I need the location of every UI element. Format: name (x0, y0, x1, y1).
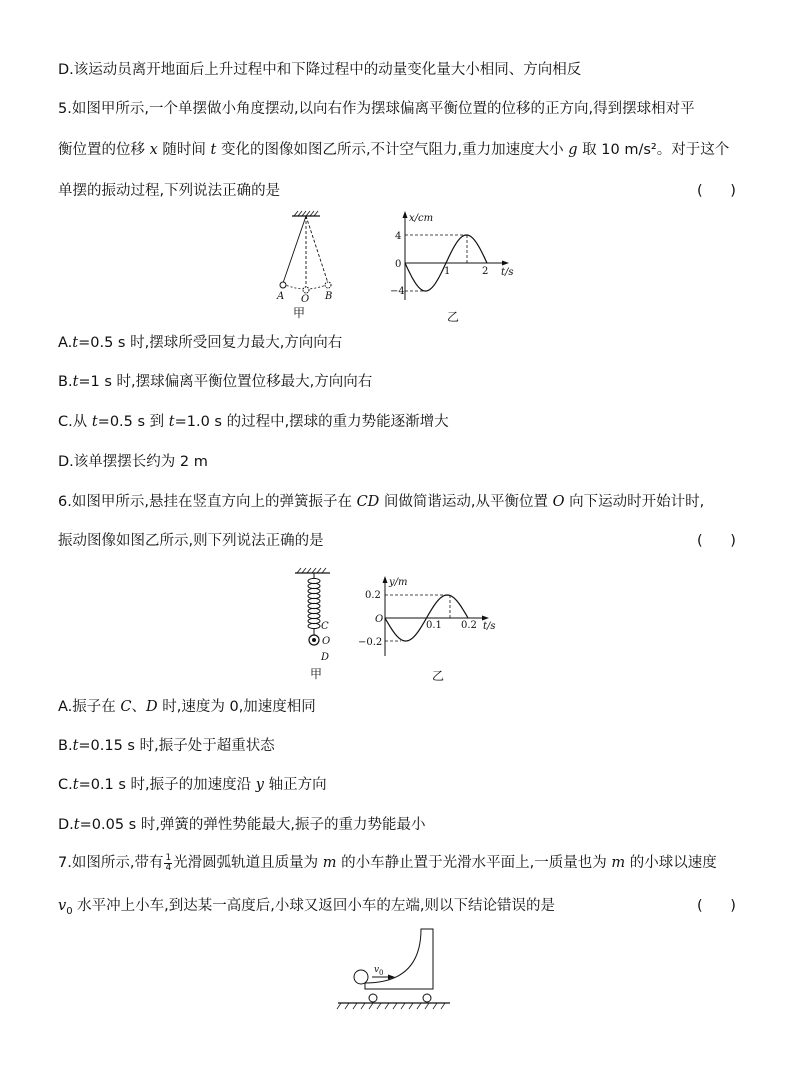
q6-stem-line1: 6.如图甲所示,悬挂在竖直方向上的弹簧振子在 CD 间做简谐运动,从平衡位置 O 向下运动时开始计时, (58, 494, 705, 510)
figure-caption-jia: 甲 (293, 306, 306, 320)
figure-caption-jia: 甲 (310, 667, 323, 681)
point-d-label: D (321, 652, 330, 663)
origin-label: 0 (395, 259, 402, 270)
q7-fraction: $\frac{1}{4}$ (165, 852, 172, 873)
q6-option-c: C.t=0.1 s 时,振子的加速度沿 y 轴正方向 (58, 777, 327, 793)
q7-stem-line2: $v_0$ 水平冲上小车,到达某一高度后,小球又返回小车的左端,则以下结论错误的是 (58, 898, 556, 917)
q5-option-b: B.t=1 s 时,摆球偏离平衡位置位移最大,方向向右 (58, 374, 373, 390)
spring-coil-loop (308, 598, 320, 603)
q5-option-a: A.t=0.5 s 时,摆球所受回复力最大,方向向右 (58, 335, 343, 351)
velocity-subscript: 0 (379, 969, 384, 977)
q5-option-c: C.从 t=0.5 s 到 t=1.0 s 的过程中,摆球的重力势能逐渐增大 (58, 414, 449, 430)
q6-stem-line2: 振动图像如图乙所示,则下列说法正确的是 (58, 533, 324, 549)
q5-stem-line2: 衡位置的位移 x 随时间 t 变化的图像如图乙所示,不计空气阻力,重力加速度大小 g 取 10 m/s²。对于这个 (58, 142, 730, 158)
tick-x-1: 1 (444, 266, 451, 277)
point-o-label: O (301, 294, 310, 305)
y-axis-label: y/m (389, 577, 408, 588)
tick-y-neg0.2: −0.2 (358, 637, 383, 648)
x-axis-label: t/s (501, 267, 514, 278)
spring-coil-loop (308, 608, 320, 613)
q6-option-d: D.t=0.05 s 时,弹簧的弹性势能最大,振子的重力势能最小 (58, 817, 426, 833)
spring-oscillator-figure (290, 567, 340, 682)
spring-coil-loop (308, 593, 320, 598)
spring-coil-loop (308, 623, 320, 628)
pendulum-figure (268, 210, 348, 320)
q6-option-a: A.振子在 C、D 时,速度为 0,加速度相同 (58, 699, 316, 715)
q5-option-d: D.该单摆摆长约为 2 m (58, 454, 208, 470)
origin-label: O (375, 614, 384, 625)
spring-coil-loop (308, 588, 320, 593)
spring-coil-loop (308, 613, 320, 618)
q5-stem-line1: 5.如图甲所示,一个单摆做小角度摆动,以向右作为摆球偏离平衡位置的位移的正方向,得到摆球相对平 (58, 101, 695, 117)
velocity-label: v (374, 965, 380, 975)
tick-y-0.2: 0.2 (365, 590, 381, 601)
figure-caption-yi: 乙 (432, 669, 445, 683)
cart-track-figure (335, 925, 455, 1010)
figure-caption-yi: 乙 (447, 310, 460, 324)
q6-answer-paren: ( ) (697, 533, 736, 549)
q7-stem-line1: 7.如图所示,带有 $\frac{1}{4}$ 光滑圆弧轨道且质量为 m 的小车静止置于光滑水平面上,一质量也为 m 的小球以速度 (58, 852, 717, 873)
q6-option-b: B.t=0.15 s 时,振子处于超重状态 (58, 738, 275, 754)
spring-coil (308, 578, 320, 628)
y-t-graph (355, 568, 515, 688)
x-t-graph (365, 205, 535, 325)
point-a-label: A (277, 291, 285, 302)
spring-coil-loop (308, 583, 320, 588)
x-axis-label: t/s (483, 621, 496, 632)
spring-coil-loop (308, 618, 320, 623)
tick-x-0.2: 0.2 (461, 620, 477, 631)
point-c-label: C (321, 621, 329, 632)
spring-coil-loop (308, 578, 320, 583)
tick-x-2: 2 (482, 266, 489, 277)
tick-y-neg4: −4 (390, 286, 405, 297)
y-axis-label: x/cm (409, 213, 434, 224)
q5-answer-paren: ( ) (697, 183, 736, 199)
spring-coil-loop (308, 603, 320, 608)
tick-x-0.1: 0.1 (426, 620, 442, 631)
point-b-label: B (325, 291, 333, 302)
q7-answer-paren: ( ) (697, 898, 736, 914)
point-o-label: O (322, 636, 331, 647)
q5-stem-line3: 单摆的振动过程,下列说法正确的是 (58, 183, 281, 199)
prev-option-d: D.该运动员离开地面后上升过程中和下降过程中的动量变化量大小相同、方向相反 (58, 62, 582, 78)
tick-y-4: 4 (395, 231, 402, 242)
